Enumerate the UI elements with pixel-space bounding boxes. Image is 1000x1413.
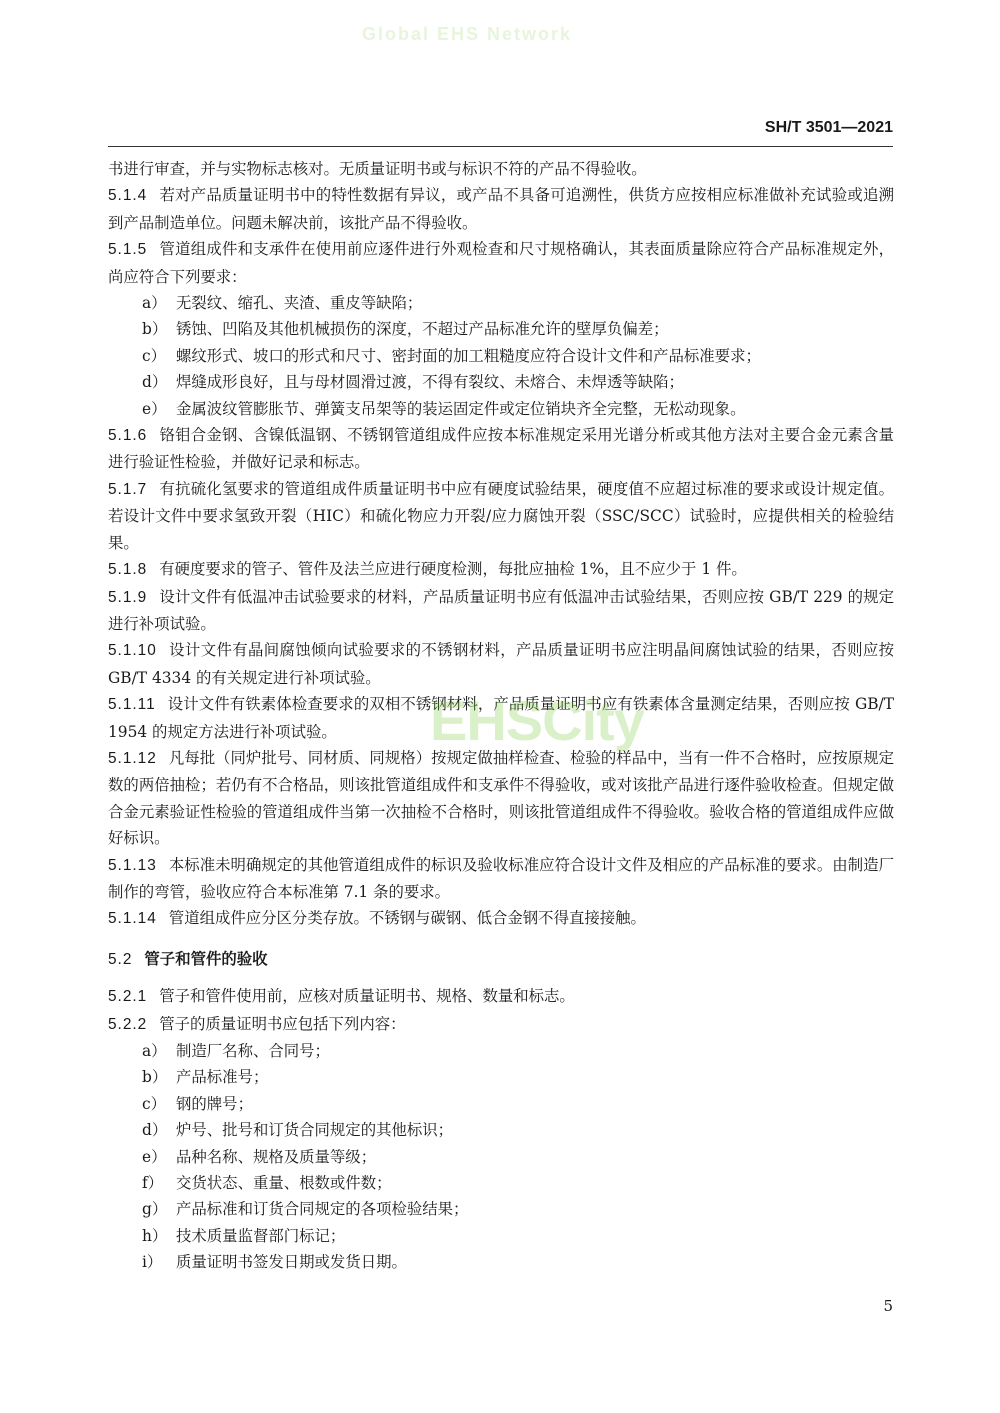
list-label: h） xyxy=(142,1226,168,1245)
clause-text: 凡每批（同炉批号、同材质、同规格）按规定做抽样检查、检验的样品中，当有一件不合格时，应按原规定数的两倍抽检；若仍有不合格品，则该批管道组成件和支承件不得验收，或对该批产品进行逐件验收检查。但规定做合金元素验证性检验的管道组成件当第一次抽检不合格时，则该批管道组成件不得验收。验收合格的管道组成件应做好标识。 xyxy=(108,748,894,848)
clause-5-2-2 xyxy=(108,1011,894,1038)
clause-number: 5.1.8 xyxy=(108,561,148,579)
list-item xyxy=(108,1117,894,1143)
clause-5-1-4 xyxy=(108,182,894,236)
list-label: d） xyxy=(142,1121,168,1140)
clause-text: 管道组成件和支承件在使用前应逐件进行外观检查和尺寸规格确认，其表面质量除应符合产品标准规定外，尚应符合下列要求： xyxy=(108,240,894,286)
list-text: 钢的牌号； xyxy=(176,1094,253,1113)
document-code: SH/T 3501—2021 xyxy=(764,119,893,136)
watermark-brand: EHSCity xyxy=(430,689,644,752)
clause-5-1-9 xyxy=(108,584,894,638)
clause-number: 5.1.10 xyxy=(108,642,157,660)
section-heading-5-2 xyxy=(108,946,894,973)
list-text: 炉号、批号和订货合同规定的其他标识； xyxy=(176,1121,454,1140)
clause-number: 5.2.1 xyxy=(108,988,148,1006)
list-item xyxy=(108,1144,894,1170)
list-item xyxy=(108,1038,894,1064)
watermark-network: Global EHS Network xyxy=(362,24,573,44)
list-text: 金属波纹管膨胀节、弹簧支吊架等的装运固定件或定位销块齐全完整，无松动现象。 xyxy=(176,399,746,418)
clause-text: 本标准未明确规定的其他管道组成件的标识及验收标准应符合设计文件及相应的产品标准的要求。由制造厂制作的弯管，验收应符合本标准第 7.1 条的要求。 xyxy=(108,855,894,901)
list-label: c） xyxy=(142,346,167,365)
list-label: i） xyxy=(142,1253,163,1272)
clause-number: 5.2.2 xyxy=(108,1015,148,1033)
clause-5-1-6 xyxy=(108,422,894,476)
list-label: d） xyxy=(142,373,168,392)
clause-text: 有抗硫化氢要求的管道组成件质量证明书中应有硬度试验结果，硬度值不应超过标准的要求或设计规定值。若设计文件中要求氢致开裂（HIC）和硫化物应力开裂/应力腐蚀开裂（SSC/SCC）试验时，应提供相关的检验结果。 xyxy=(108,479,894,552)
list-label: b） xyxy=(142,1068,168,1087)
list-item xyxy=(108,343,894,369)
list-item xyxy=(108,316,894,342)
list-item xyxy=(108,1196,894,1222)
list-text: 技术质量监督部门标记； xyxy=(176,1226,346,1245)
clause-number: 5.1.11 xyxy=(108,696,156,714)
clause-text: 管子和管件使用前，应核对质量证明书、规格、数量和标志。 xyxy=(159,987,575,1006)
list-item xyxy=(108,396,894,422)
paragraph-continued: 书进行审查，并与实物标志核对。无质量证明书或与标识不符的产品不得验收。 xyxy=(108,160,647,178)
clause-5-1-13 xyxy=(108,852,894,906)
clause-number: 5.1.14 xyxy=(108,910,157,928)
header-rule xyxy=(108,146,893,147)
list-item xyxy=(108,290,894,316)
list-item xyxy=(108,369,894,395)
list-text: 锈蚀、凹陷及其他机械损伤的深度，不超过产品标准允许的壁厚负偏差； xyxy=(176,320,669,339)
list-label: c） xyxy=(142,1094,167,1113)
clause-text: 设计文件有低温冲击试验要求的材料，产品质量证明书应有低温冲击试验结果，否则应按 GB/T 229 的规定进行补项试验。 xyxy=(108,587,894,633)
clause-text: 管子的质量证明书应包括下列内容： xyxy=(159,1014,406,1033)
list-text: 产品标准和订货合同规定的各项检验结果； xyxy=(176,1200,469,1219)
clause-text: 设计文件有晶间腐蚀倾向试验要求的不锈钢材料，产品质量证明书应注明晶间腐蚀试验的结果，否则应按 GB/T 4334 的有关规定进行补项试验。 xyxy=(108,641,894,687)
list-item xyxy=(108,1223,894,1249)
section-number: 5.2 xyxy=(108,950,133,968)
clause-number: 5.1.6 xyxy=(108,427,148,445)
clause-5-1-14 xyxy=(108,905,894,932)
clause-5-1-5 xyxy=(108,236,894,290)
clause-number: 5.1.5 xyxy=(108,241,148,259)
list-text: 品种名称、规格及质量等级； xyxy=(176,1147,377,1166)
clause-number: 5.1.4 xyxy=(108,187,148,205)
list-item xyxy=(108,1091,894,1117)
list-item xyxy=(108,1249,894,1275)
clause-text: 若对产品质量证明书中的特性数据有异议，或产品不具备可追溯性，供货方应按相应标准做补充试验或追溯到产品制造单位。问题未解决前，该批产品不得验收。 xyxy=(108,186,894,232)
list-text: 交货状态、重量、根数或件数； xyxy=(176,1174,392,1193)
clause-5-1-12 xyxy=(108,745,894,852)
clause-number: 5.1.12 xyxy=(108,749,157,767)
list-text: 无裂纹、缩孔、夹渣、重皮等缺陷； xyxy=(176,294,423,313)
list-label: a） xyxy=(142,294,167,313)
clause-5-2-1 xyxy=(108,983,894,1010)
clause-number: 5.1.13 xyxy=(108,856,157,874)
clause-5-1-7 xyxy=(108,476,894,556)
list-text: 制造厂名称、合同号； xyxy=(176,1042,330,1060)
clause-5-1-10 xyxy=(108,637,894,691)
section-title: 管子和管件的验收 xyxy=(144,949,268,968)
clause-5-1-8 xyxy=(108,556,894,583)
list-label: e） xyxy=(142,399,167,418)
list-label: g） xyxy=(142,1200,168,1219)
list-item xyxy=(108,1064,894,1090)
clause-text: 铬钼合金钢、含镍低温钢、不锈钢管道组成件应按本标准规定采用光谱分析或其他方法对主要合金元素含量进行验证性检验，并做好记录和标志。 xyxy=(108,426,894,472)
clause-text: 设计文件有铁素体检查要求的双相不锈钢材料，产品质量证明书应有铁素体含量测定结果，否则应按 GB/T 1954 的规定方法进行补项试验。 xyxy=(108,695,894,741)
list-text: 产品标准号； xyxy=(176,1068,269,1087)
list-text: 焊缝成形良好，且与母材圆滑过渡，不得有裂纹、未熔合、未焊透等缺陷； xyxy=(176,373,684,392)
list-text: 螺纹形式、坡口的形式和尺寸、密封面的加工粗糙度应符合设计文件和产品标准要求； xyxy=(176,346,761,365)
list-label: e） xyxy=(142,1147,167,1166)
list-label: b） xyxy=(142,320,168,339)
list-label: f） xyxy=(142,1174,164,1193)
clause-number: 5.1.7 xyxy=(108,480,148,498)
clause-number: 5.1.9 xyxy=(108,588,148,606)
clause-text: 有硬度要求的管子、管件及法兰应进行硬度检测，每批应抽检 1%，且不应少于 1 件。 xyxy=(159,560,747,579)
clause-text: 管道组成件应分区分类存放。不锈钢与碳钢、低合金钢不得直接接触。 xyxy=(168,909,646,928)
list-item xyxy=(108,1170,894,1196)
page-number: 5 xyxy=(883,1297,893,1315)
list-text: 质量证明书签发日期或发货日期。 xyxy=(176,1253,407,1272)
list-label: a） xyxy=(142,1042,167,1060)
